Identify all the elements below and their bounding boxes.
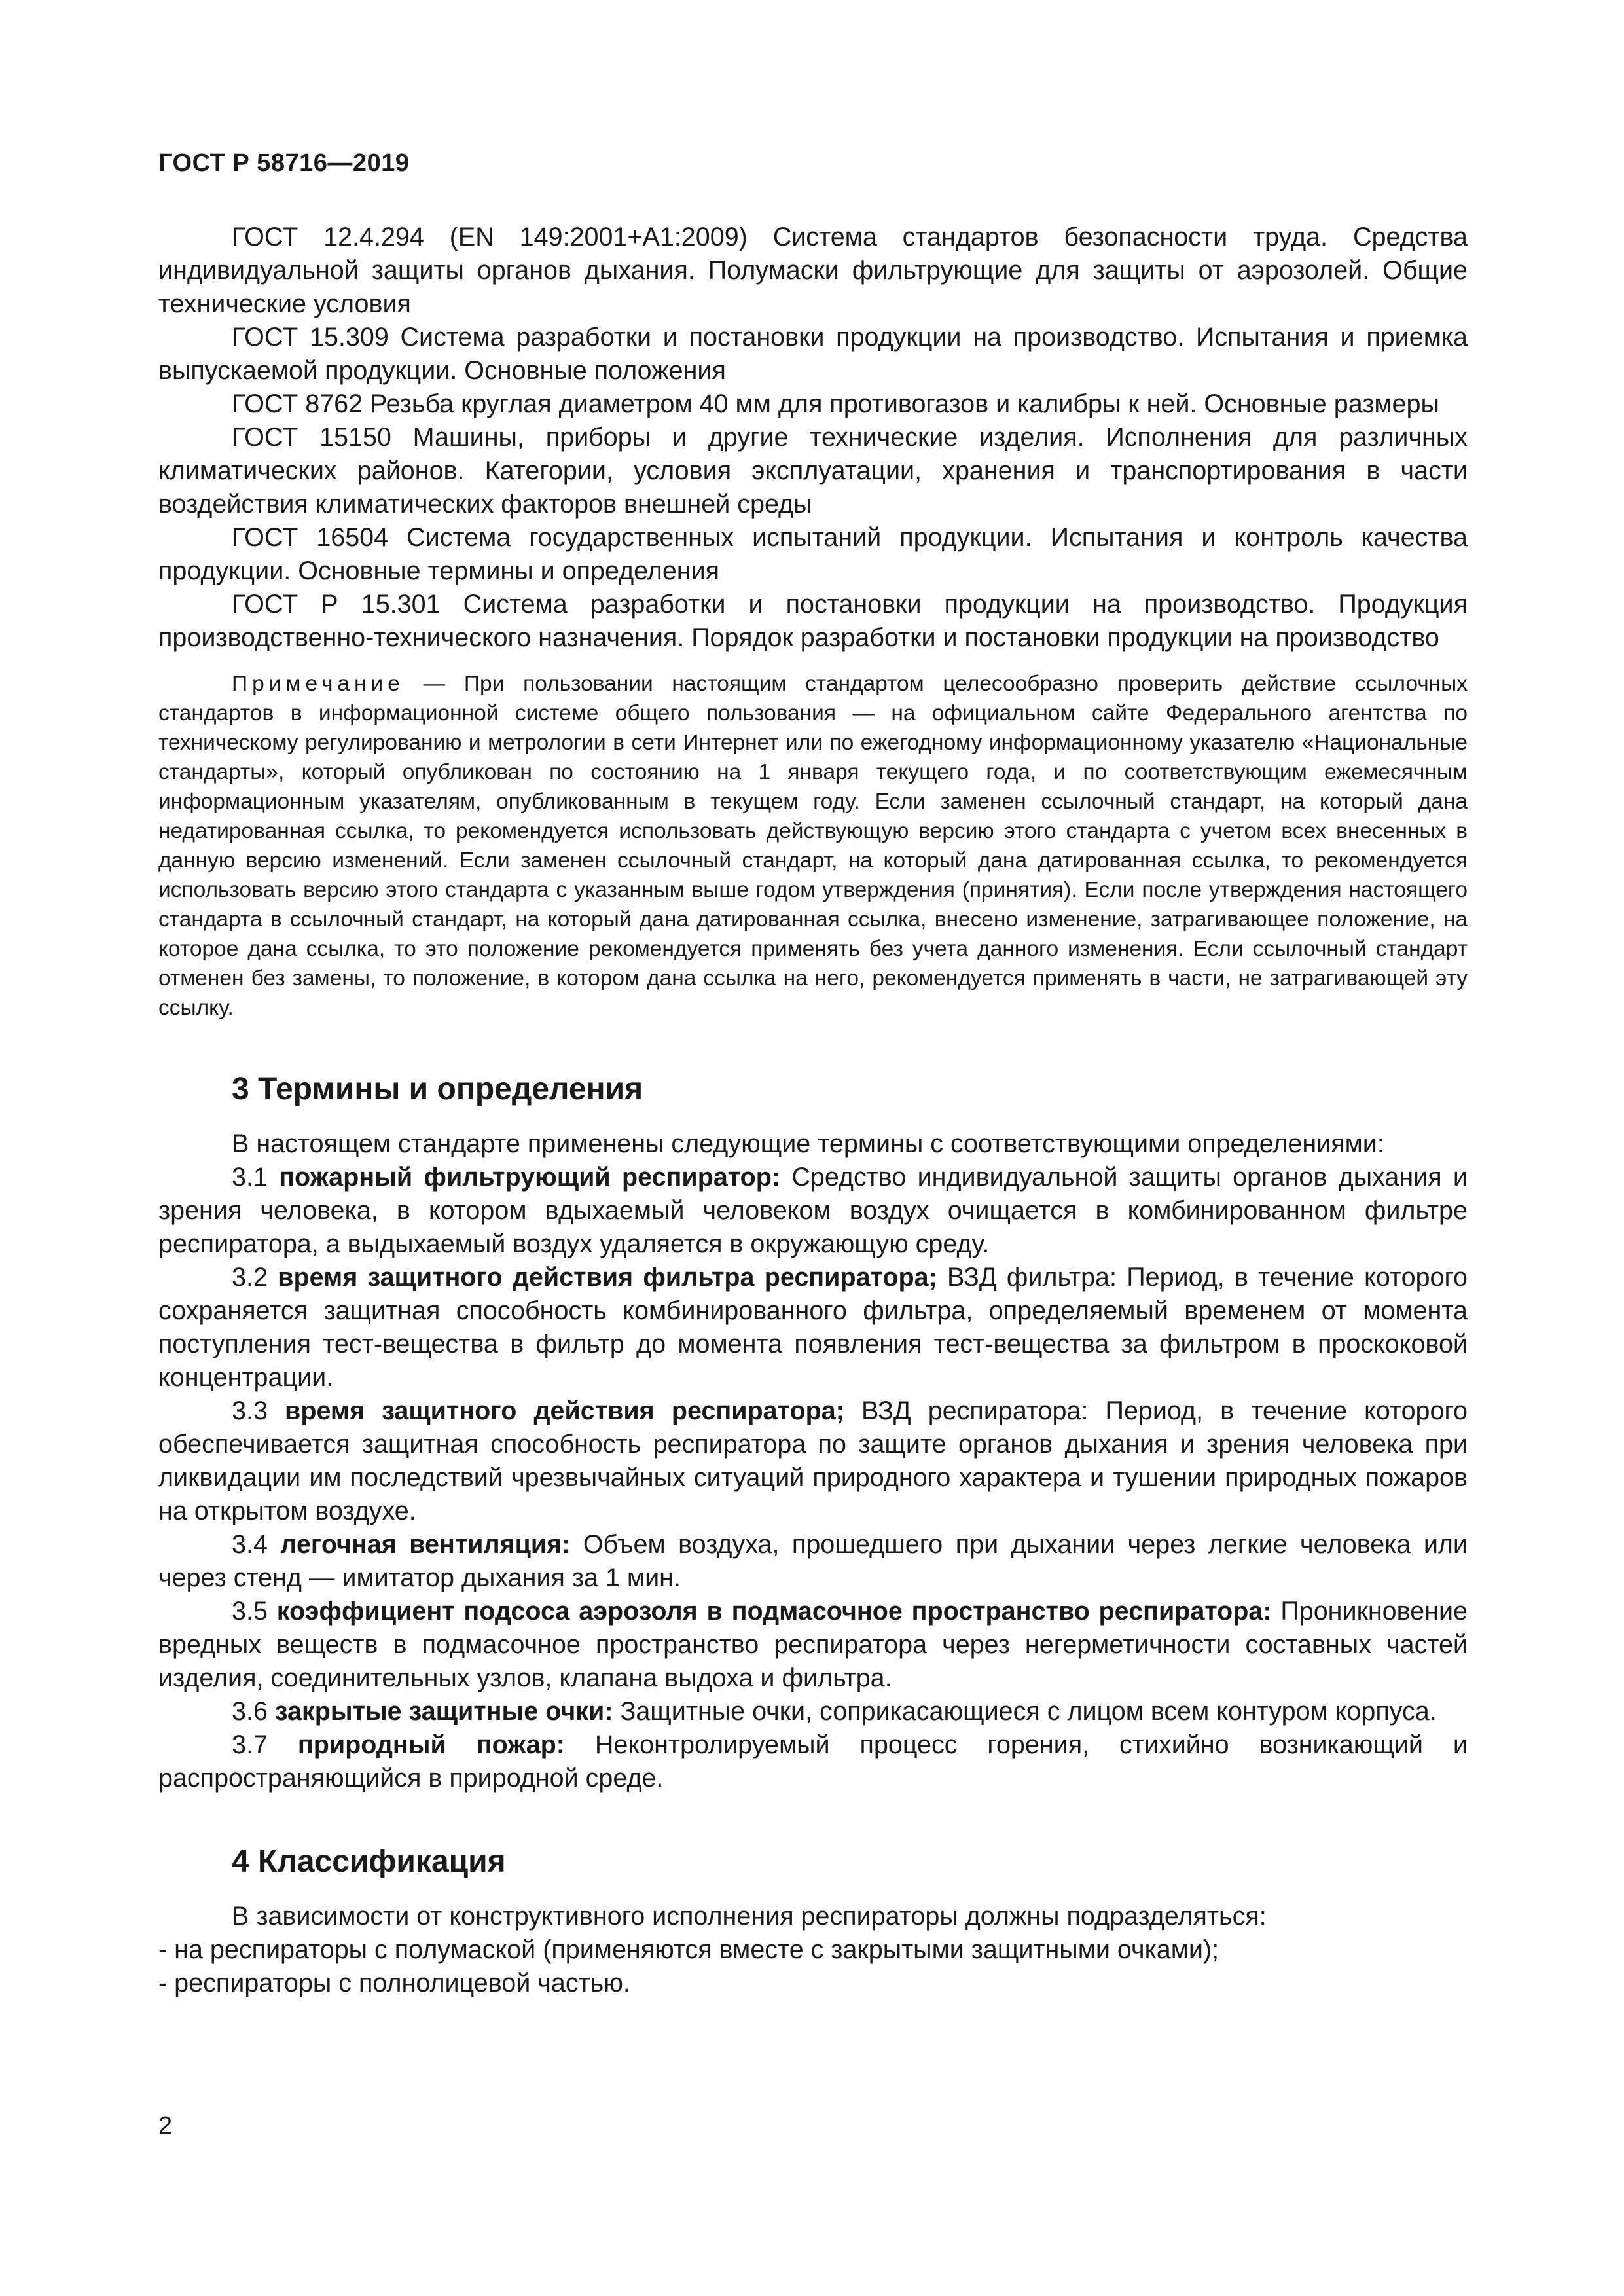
term-definition xyxy=(158,1261,1468,1394)
term-number: 3.1 xyxy=(232,1163,280,1192)
term-number: 3.2 xyxy=(232,1263,278,1292)
list-item: - респираторы с полнолицевой частью. xyxy=(158,1969,630,1997)
section-4-title: 4 Классификация xyxy=(232,1844,506,1879)
term-number: 3.4 xyxy=(232,1530,281,1559)
section-3-intro: В настоящем стандарте применены следующие термины с соответствующими определениями: xyxy=(232,1129,1384,1158)
term-name: коэффициент подсоса аэрозоля в подмасочное пространство респиратора: xyxy=(276,1597,1272,1626)
term-text: ВЗД фильтра: Период, в течение которого сохраняется защитная способность комбинированного фильтра, определяемый временем от момента поступления тест-вещества в фильтр до момента появления тест-вещества за фильтром в проскоковой концентрации. xyxy=(158,1263,1468,1392)
page-number: 2 xyxy=(158,2112,173,2140)
section-4-intro: В зависимости от конструктивного исполнения респираторы должны подразделяться: xyxy=(232,1902,1267,1931)
term-name: пожарный фильтрующий респиратор: xyxy=(279,1163,781,1192)
reference-item: ГОСТ Р 15.301 Система разработки и постановки продукции на производство. Продукция производственно-технического назначения. Порядок разработки и постановки продукции на производство xyxy=(158,590,1468,652)
term-name: закрытые защитные очки: xyxy=(274,1697,613,1726)
classification-list xyxy=(158,1933,1468,2000)
document-body xyxy=(158,221,1468,2000)
reference-item: ГОСТ 15.309 Система разработки и постановки продукции на производство. Испытания и приемка выпускаемой продукции. Основные положения xyxy=(158,323,1468,385)
term-text: Защитные очки, соприкасающиеся с лицом всем контуром корпуса. xyxy=(613,1697,1437,1726)
term-number: 3.3 xyxy=(232,1396,285,1425)
term-text: Объем воздуха, прошедшего при дыхании через легкие человека или через стенд — имитатор дыхания за 1 мин. xyxy=(158,1530,1468,1592)
term-number: 3.7 xyxy=(232,1730,298,1759)
term-name: время защитного действия фильтра респиратора; xyxy=(278,1263,937,1292)
term-text: Проникновение вредных веществ в подмасочное пространство респиратора через негерметичности составных частей изделия, соединительных узлов, клапана выдоха и фильтра. xyxy=(158,1597,1468,1692)
term-number: 3.5 xyxy=(232,1597,277,1626)
section-3 xyxy=(158,1127,1468,1795)
term-text: Неконтролируемый процесс горения, стихийно возникающий и распространяющийся в природной среде. xyxy=(158,1730,1468,1793)
term-definition xyxy=(158,1528,1468,1595)
term-definition xyxy=(158,1161,1468,1261)
note-text: — При пользовании настоящим стандартом целесообразно проверить действие ссылочных стандартов в информационной системе общего пользования — на официальном сайте Федерального агентства по техническому регулированию и метрологии в сети Интернет или по ежегодному информационному указателю «Национальные стандарты», который опубликован по состоянию на 1 января текущего года, и по соответствующим ежемесячным информационным указателям, опубликованным в текущем году. Если заменен ссылочный стандарт, на который дана недатированная ссылка, то рекомендуется использовать действующую версию этого стандарта с учетом всех внесенных в данную версию изменений. Если заменен ссылочный стандарт, на который дана датированная ссылка, то рекомендуется использовать версию этого стандарта с указанным выше годом утверждения (принятия). Если после утверждения настоящего стандарта в ссылочный стандарт, на который дана датированная ссылка, внесено изменение, затрагивающее положение, на которое дана ссылка, то это положение рекомендуется применять без учета данного изменения. Если ссылочный стандарт отменен без замены, то положение, в котором дана ссылка на него, рекомендуется применять в части, не затрагивающей эту ссылку. xyxy=(158,672,1468,1020)
term-text: Средство индивидуальной защиты органов дыхания и зрения человека, в котором вдыхаемый человеком воздух очищается в комбинированном фильтре респиратора, а выдыхаемый воздух удаляется в окружающую среду. xyxy=(158,1163,1468,1258)
term-text: ВЗД респиратора: Период, в течение которого обеспечивается защитная способность респиратора по защите органов дыхания и зрения человека при ликвидации им последствий чрезвычайных ситуаций природного характера и тушении природных пожаров на открытом воздухе. xyxy=(158,1396,1468,1525)
section-3-title: 3 Термины и определения xyxy=(232,1072,643,1106)
term-definition xyxy=(158,1595,1468,1695)
reference-item: ГОСТ 8762 Резьба круглая диаметром 40 мм для противогазов и калибры к ней. Основные размеры xyxy=(232,390,1439,418)
term-name: время защитного действия респиратора; xyxy=(285,1396,844,1425)
list-item: - на респираторы с полумаской (применяются вместе с закрытыми защитными очками); xyxy=(158,1935,1219,1964)
normative-references xyxy=(158,221,1468,655)
note-paragraph xyxy=(158,669,1468,1023)
term-definition xyxy=(158,1394,1468,1528)
section-4 xyxy=(158,1900,1468,2000)
reference-item: ГОСТ 16504 Система государственных испытаний продукции. Испытания и контроль качества продукции. Основные термины и определения xyxy=(158,523,1468,585)
term-name: природный пожар: xyxy=(297,1730,565,1759)
term-number: 3.6 xyxy=(232,1697,275,1726)
term-definition xyxy=(158,1728,1468,1795)
reference-item: ГОСТ 12.4.294 (EN 149:2001+A1:2009) Система стандартов безопасности труда. Средства индивидуальной защиты органов дыхания. Полумаски фильтрующие для защиты от аэрозолей. Общие технические условия xyxy=(158,223,1468,318)
document-header: ГОСТ Р 58716—2019 xyxy=(158,149,410,177)
term-definition xyxy=(158,1695,1468,1728)
reference-item: ГОСТ 15150 Машины, приборы и другие технические изделия. Исполнения для различных климатических районов. Категории, условия эксплуатации, хранения и транспортирования в части воздействия климатических факторов внешней среды xyxy=(158,423,1468,519)
note-label: Примечание xyxy=(232,672,405,696)
term-name: легочная вентиляция: xyxy=(280,1530,571,1559)
